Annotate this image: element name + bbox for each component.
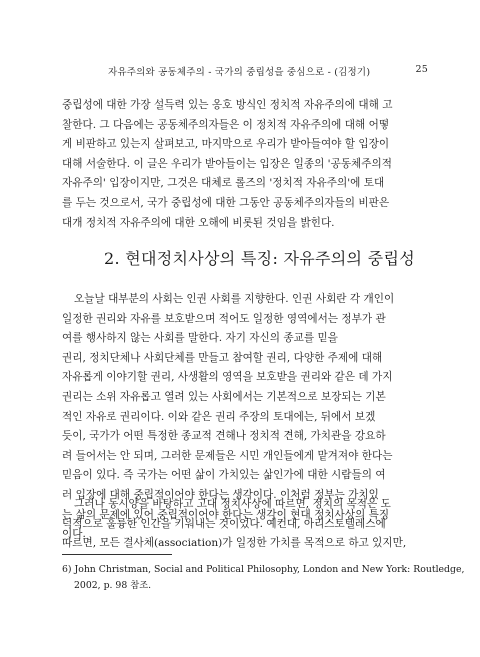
text-line: 따르면, 모든 결사체(association)가 일정한 가치를 목적으로 하고 있지만, <box>62 537 407 550</box>
text-line: 찰한다. 그 다음에는 공동체주의자들은 이 정치적 자유주의에 대해 어떻 <box>62 118 390 131</box>
footnote-line: 6) John Christman, Social and Political Philosophy, London and New York: Routledge, <box>62 564 465 575</box>
text-line: 일정한 권리와 자유를 보호받으며 적어도 일정한 영역에서는 정부가 관 <box>62 312 386 325</box>
text-line: 오늘날 대부분의 사회는 인권 사회를 지향한다. 인권 사회란 각 개인이 <box>74 293 395 305</box>
text-line: 권리, 정치단체나 사회단체를 만들고 참여할 권리, 다양한 주제에 대해 <box>62 351 383 364</box>
text-line: 그러나 동시양을 바탕하고 고대 정치사상에 따르면, 정치의 목적은 도 <box>74 498 391 510</box>
text-line: 자유롭게 이야기할 권리, 사생활의 영역을 보호받을 권리와 같은 데 가지 <box>62 371 393 384</box>
text-line: 대해 서술한다. 이 글은 우리가 받아들이는 입장은 일종의 '공동체주의적 <box>62 157 392 170</box>
text-line: 게 비판하고 있는지 살펴보고, 마지막으로 우리가 받아들여야 할 입장이 <box>62 138 390 151</box>
text-line: 듯이, 국가가 어떤 특정한 종교적 견해나 정치적 견해, 가치관을 강요하 <box>62 430 386 443</box>
text-line: 자유주의' 입장이지만, 그것은 대체로 롤즈의 '정치적 자유주의'에 토대 <box>62 177 385 190</box>
text-line: 믿음이 있다. 즉 국가는 어떤 삶이 가치있는 삶인가에 대한 시람들의 여 <box>62 469 386 482</box>
text-line: 를 두는 것으로서, 국가 중립성에 대한 그동안 공동체주의자들의 비판은 <box>62 196 390 209</box>
footnote-line: 2002, p. 98 참조. <box>74 579 152 591</box>
text-line: 대개 정치적 자유주의에 대한 오해에 비롯된 것임을 밝힌다. <box>62 216 335 229</box>
footnote <box>62 562 465 593</box>
text-line: 덕적으로 훌륭한 인간을 키워내는 것이었다. 예컨대, 아리스토텔레스에 <box>62 517 386 530</box>
text-line: 권리는 소위 자유롭고 열려 있는 사회에서는 기본적으로 보장되는 기본 <box>62 390 386 403</box>
section-heading: 2. 현대정치사상의 특징: 자유주의의 중립성 <box>104 249 415 268</box>
footnote-divider <box>62 554 172 555</box>
text-line: 는 삶의 문제에 있어 중립적이어야 한다는 생각이 현대 정치사상의 특징 <box>62 508 390 521</box>
running-header <box>108 64 428 78</box>
text-line: 여를 행사하지 않는 사회를 말한다. 자기 자신의 종교를 믿을 <box>62 332 338 345</box>
text-line: 중립성에 대한 가장 설득력 있는 옹호 방식인 정치적 자유주의에 대해 고 <box>62 99 393 111</box>
text-line: 적인 자유로 권리이다. 이와 같은 권리 주장의 토대에는, 뒤에서 보겠 <box>62 410 376 423</box>
page-number: 25 <box>415 64 428 75</box>
text-line: 려 들어서는 안 되며, 그러한 문제들은 시민 개인들에게 맡겨져야 한다는 <box>62 449 393 462</box>
text-line: 이다. <box>62 528 86 541</box>
body-paragraph-2 <box>62 495 428 554</box>
intro-paragraph <box>62 96 428 233</box>
running-title: 자유주의와 공동체주의 - 국가의 중립성을 중심으로 - (김정기) <box>108 67 371 78</box>
text-line: 러 입장에 대해 중립적이어야 한다는 생각이다. 이처럼 정부는 가치있 <box>62 488 379 501</box>
